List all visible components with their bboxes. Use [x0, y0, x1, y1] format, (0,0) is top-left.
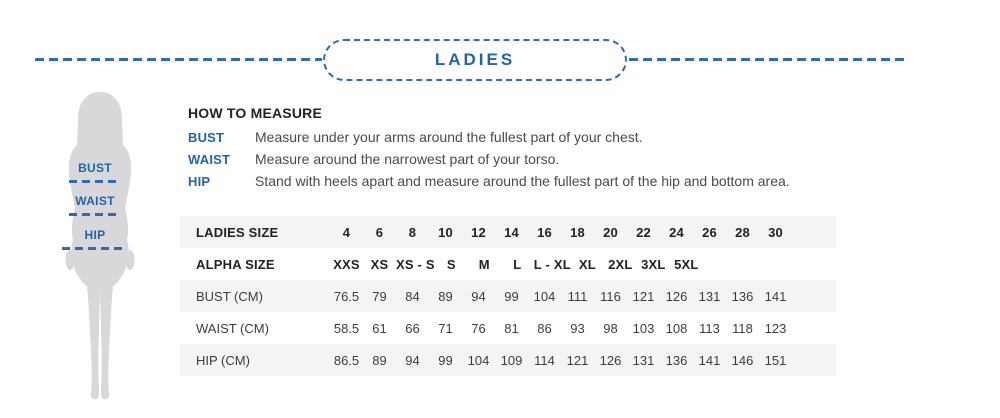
row-label: ALPHA SIZE — [196, 256, 275, 272]
row-label: WAIST (CM) — [196, 320, 269, 336]
table-cell: S — [446, 256, 456, 272]
row-label: LADIES SIZE — [196, 224, 279, 240]
waist-label: WAIST — [75, 194, 115, 208]
table-cell: 4 — [342, 224, 351, 240]
table-cell: 81 — [504, 320, 519, 336]
table-cell: 76.5 — [333, 288, 360, 304]
table-cell: 84 — [405, 288, 420, 304]
table-cell: L — [513, 256, 522, 272]
table-cell: 8 — [408, 224, 417, 240]
table-cell: 16 — [537, 224, 552, 240]
table-cell: 79 — [372, 288, 387, 304]
table-cell: XL — [578, 256, 596, 272]
table-cell: 86.5 — [333, 352, 360, 368]
table-cell: 121 — [566, 352, 589, 368]
table-cell: 126 — [599, 352, 622, 368]
waist-dash-line — [69, 213, 121, 216]
table-row — [180, 312, 836, 344]
table-cell: 118 — [732, 320, 753, 336]
table-cell: 111 — [567, 288, 588, 304]
table-cell: 94 — [471, 288, 486, 304]
table-row — [180, 280, 836, 312]
how-to-measure-title: HOW TO MEASURE — [188, 105, 322, 121]
table-cell: XS - S — [396, 256, 435, 272]
table-cell: 18 — [570, 224, 585, 240]
table-cell: 104 — [467, 352, 490, 368]
table-cell: 66 — [405, 320, 420, 336]
table-cell: 5XL — [674, 256, 699, 272]
measure-term: BUST — [188, 130, 225, 145]
table-cell: 99 — [504, 288, 519, 304]
table-cell: 6 — [375, 224, 384, 240]
table-cell: 58.5 — [333, 320, 360, 336]
table-cell: L - XL — [533, 256, 571, 272]
measure-instruction-row — [188, 151, 878, 167]
table-cell: 89 — [372, 352, 387, 368]
table-row — [180, 248, 836, 280]
table-cell: 94 — [405, 352, 420, 368]
table-cell: 24 — [669, 224, 684, 240]
table-cell: 108 — [665, 320, 688, 336]
table-cell: 109 — [500, 352, 523, 368]
table-cell: 103 — [632, 320, 655, 336]
table-cell: 12 — [471, 224, 486, 240]
table-cell: 136 — [665, 352, 688, 368]
table-cell: 98 — [603, 320, 618, 336]
table-cell: XS — [370, 256, 389, 272]
bust-label: BUST — [78, 161, 112, 175]
table-cell: M — [478, 256, 490, 272]
table-cell: XXS — [333, 256, 360, 272]
table-cell: 2XL — [608, 256, 633, 272]
table-cell: 26 — [702, 224, 717, 240]
table-cell: 76 — [471, 320, 486, 336]
table-cell: 121 — [632, 288, 655, 304]
table-cell: 141 — [698, 352, 721, 368]
measure-description: Measure around the narrowest part of your torso. — [255, 151, 560, 167]
how-to-measure-section — [188, 105, 878, 195]
page-title: LADIES — [434, 50, 516, 69]
bust-dash-line — [69, 180, 121, 183]
table-cell: 131 — [632, 352, 655, 368]
table-cell: 22 — [636, 224, 651, 240]
table-cell: 126 — [665, 288, 688, 304]
table-cell: 30 — [768, 224, 783, 240]
table-cell: 93 — [570, 320, 585, 336]
table-cell: 99 — [438, 352, 453, 368]
table-cell: 141 — [764, 288, 787, 304]
table-cell: 151 — [764, 352, 787, 368]
table-cell: 123 — [764, 320, 787, 336]
measure-term: WAIST — [188, 152, 231, 167]
table-cell: 14 — [504, 224, 519, 240]
table-cell: 146 — [731, 352, 754, 368]
measure-description: Measure under your arms around the fullest part of your chest. — [255, 129, 643, 145]
table-row — [180, 344, 836, 376]
table-cell: 113 — [699, 320, 720, 336]
table-cell: 136 — [731, 288, 754, 304]
ladies-header-pill — [323, 39, 627, 81]
measure-term: HIP — [188, 174, 211, 189]
hip-dash-line — [62, 247, 126, 250]
table-cell: 71 — [438, 320, 453, 336]
table-cell: 116 — [600, 288, 621, 304]
how-to-measure-rows — [188, 129, 878, 189]
header-dashed-line-right — [629, 58, 906, 61]
hip-label: HIP — [84, 228, 106, 242]
measure-description: Stand with heels apart and measure around the fullest part of the hip and bottom area. — [255, 173, 790, 189]
table-cell: 28 — [735, 224, 750, 240]
table-cell: 89 — [438, 288, 453, 304]
size-table — [180, 216, 836, 376]
table-cell: 86 — [537, 320, 552, 336]
table-cell: 131 — [698, 288, 721, 304]
table-cell: 20 — [603, 224, 618, 240]
table-cell: 114 — [534, 352, 555, 368]
table-cell: 3XL — [641, 256, 666, 272]
table-cell: 104 — [533, 288, 556, 304]
measurement-figure — [47, 88, 153, 406]
measure-instruction-row — [188, 129, 878, 145]
table-row — [180, 216, 836, 248]
measure-instruction-row — [188, 173, 878, 189]
row-label: BUST (CM) — [196, 288, 263, 304]
table-cell: 10 — [438, 224, 453, 240]
header-dashed-line-left — [35, 58, 322, 61]
table-cell: 61 — [372, 320, 387, 336]
row-label: HIP (CM) — [196, 352, 250, 368]
